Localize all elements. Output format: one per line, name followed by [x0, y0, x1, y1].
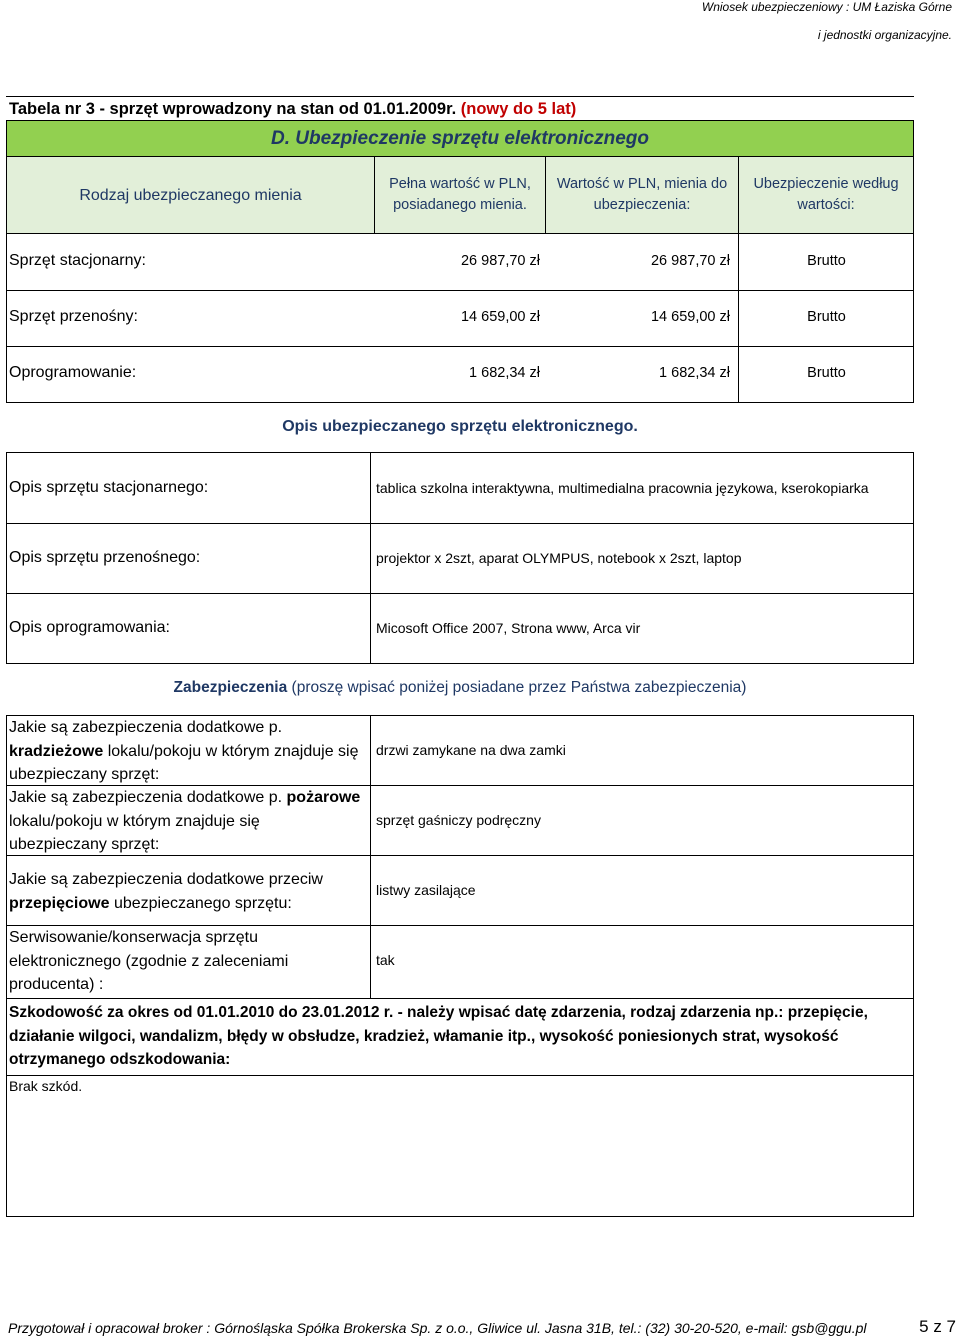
col-header-full-value: Pełna wartość w PLN, posiadanego mienia.: [374, 156, 546, 234]
claims-answer-box: [6, 1075, 914, 1217]
row-full-value: 14 659,00 zł: [460, 309, 540, 325]
description-value: projektor x 2szt, aparat OLYMPUS, notebook x 2szt, laptop: [376, 550, 742, 566]
row-basis: Brutto: [807, 253, 846, 269]
row-label: Sprzęt przenośny:: [9, 308, 138, 325]
security-question-fire: Jakie są zabezpieczenia dodatkowe p. pożarowe lokalu/pokoju w którym znajduje się ubezpieczany sprzęt:: [9, 789, 361, 853]
security-section-title: Zabezpieczenia (proszę wpisać poniżej posiadane przez Państwa zabezpieczenia): [173, 679, 747, 696]
row-full-value: 1 682,34 zł: [469, 365, 540, 381]
column-divider: [370, 715, 371, 999]
table-title-note: (nowy do 5 lat): [460, 100, 577, 118]
document-header-title: Wniosek ubezpieczeniowy : UM Łaziska Górne: [701, 0, 952, 14]
description-value: tablica szkolna interaktywna, multimedialna pracownia językowa, kserokopiarka: [376, 480, 869, 496]
row-insured-value: 14 659,00 zł: [650, 309, 730, 325]
col-header-basis: Ubezpieczenie według wartości:: [738, 156, 914, 234]
security-answer-service: tak: [376, 952, 395, 968]
security-question-service: Serwisowanie/konserwacja sprzętu elektronicznego (zgodnie z zaleceniami producenta) :: [9, 929, 289, 993]
security-question-surge: Jakie są zabezpieczenia dodatkowe przeciw przepięciowe ubezpieczanego sprzętu:: [9, 871, 323, 912]
security-answer-surge: listwy zasilające: [376, 882, 476, 898]
row-full-value: 26 987,70 zł: [460, 253, 540, 269]
section-title: D. Ubezpieczenie sprzętu elektronicznego: [271, 128, 649, 149]
row-label: Oprogramowanie:: [9, 364, 137, 381]
row-insured-value: 1 682,34 zł: [659, 365, 730, 381]
row-basis: Brutto: [807, 365, 846, 381]
col-header-insured-value: Wartość w PLN, mienia do ubezpieczenia:: [545, 156, 739, 234]
row-basis: Brutto: [807, 309, 846, 325]
row-label: Sprzęt stacjonarny:: [9, 252, 146, 269]
description-label: Opis oprogramowania:: [9, 619, 170, 636]
page-number: 5 z 7: [919, 1317, 956, 1336]
footer-broker-info: Przygotował i opracował broker : Górnośląska Spółka Brokerska Sp. z o.o., Gliwice ul. Jasna 31B, tel.: (32) 30-20-520, e-mail: gsb@ggu.pl: [8, 1320, 867, 1336]
table-title-main: Tabela nr 3 - sprzęt wprowadzony na stan od 01.01.2009r.: [9, 100, 457, 118]
section-banner: [6, 120, 914, 157]
security-question-burglary: Jakie są zabezpieczenia dodatkowe p. kradzieżowe lokalu/pokoju w którym znajduje się ubezpieczany sprzęt:: [9, 719, 359, 783]
table-title: [9, 100, 576, 119]
col-header-type: Rodzaj ubezpieczanego mienia: [6, 156, 375, 234]
row-insured-value: 26 987,70 zł: [650, 253, 730, 269]
description-label: Opis sprzętu stacjonarnego:: [9, 479, 209, 496]
security-answer-burglary: drzwi zamykane na dwa zamki: [376, 742, 566, 758]
claims-question: Szkodowość za okres od 01.01.2010 do 23.01.2012 r. - należy wpisać datę zdarzenia, rodzaj zdarzenia np.: przepięcie, działanie wilgoci, wandalizm, błędy w obsłudze, kradzież, włamanie itp., wysokość poniesionych strat, wysokość otrzymanego odszkodowania:: [9, 1004, 868, 1068]
description-label: Opis sprzętu przenośnego:: [9, 549, 201, 566]
security-answer-fire: sprzęt gaśniczy podręczny: [376, 812, 541, 828]
column-divider: [370, 452, 371, 664]
description-section-title: Opis ubezpieczanego sprzętu elektronicznego.: [282, 418, 638, 435]
description-value: Micosoft Office 2007, Strona www, Arca vir: [376, 620, 641, 636]
document-header-subtitle: i jednostki organizacyjne.: [817, 28, 952, 42]
claims-answer: Brak szkód.: [9, 1078, 83, 1094]
title-rule: [6, 96, 914, 97]
